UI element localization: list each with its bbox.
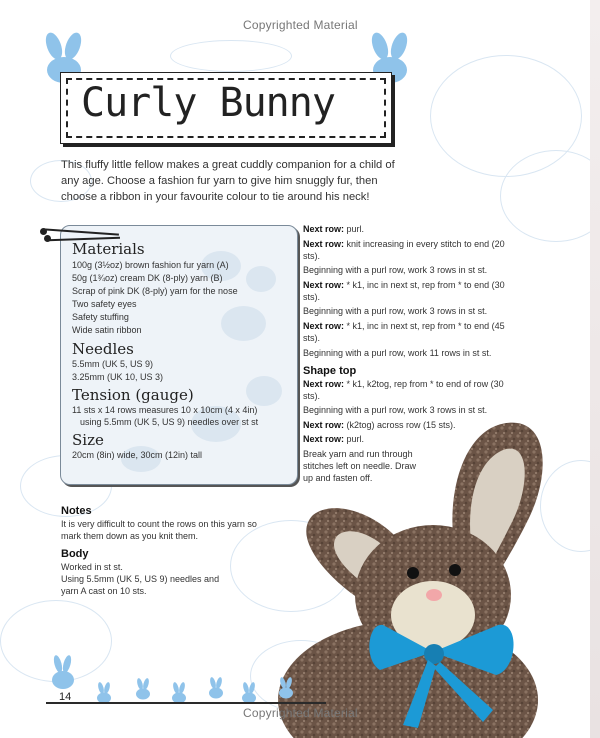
bunny-icon	[277, 677, 295, 699]
materials-item: Safety stuffing	[72, 312, 129, 322]
needle-knob-icon	[44, 235, 51, 242]
copyright-watermark-bottom: Copyrighted Material	[243, 706, 358, 720]
instruction-row: Beginning with a purl row, work 3 rows in st st.	[303, 306, 488, 317]
bunny-icon	[170, 682, 188, 704]
tension-heading: Tension (gauge)	[72, 386, 194, 404]
shape-top-heading: Shape top	[303, 364, 357, 377]
copyright-watermark-top: Copyrighted Material	[243, 18, 358, 32]
background-cloud	[170, 40, 292, 72]
instruction-row: Beginning with a purl row, work 3 rows in st st.	[303, 265, 488, 276]
knitted-bunny-photo	[268, 410, 583, 738]
instruction-row: Break yarn and run through stitches left on needle. Draw up and fasten off.	[303, 448, 417, 483]
instruction-row: Next row: purl.	[303, 224, 365, 234]
intro-paragraph: This fluffy little fellow makes a great cuddly companion for a child of any age. Choose a fashion fur yarn to give him snuggly fur, then choose a ribbon in your favourite colour to tie around his neck!	[61, 159, 395, 203]
tension-line: using 5.5mm (UK 5, US 9) needles over st st	[80, 417, 259, 427]
tension-line: 11 sts x 14 rows measures 10 x 10cm (4 x 4in)	[72, 405, 258, 415]
bunny-icon	[207, 677, 225, 699]
body-text: Using 5.5mm (UK 5, US 9) needles and yarn A cast on 10 sts.	[61, 574, 220, 596]
footer-rule	[46, 702, 326, 704]
needles-item: 3.25mm (UK 10, US 3)	[72, 372, 164, 382]
floral-pattern	[246, 266, 276, 292]
body-section	[61, 548, 231, 597]
needle-knob-icon	[40, 228, 47, 235]
needles-item: 5.5mm (UK 5, US 9)	[72, 359, 154, 369]
materials-item: 100g (3½oz) brown fashion fur yarn (A)	[72, 260, 229, 270]
bunny-icon	[240, 682, 258, 704]
notes-section	[61, 505, 276, 542]
page-number: 14	[59, 691, 72, 703]
materials-item: 50g (1¾oz) cream DK (8-ply) yarn (B)	[72, 273, 223, 283]
instruction-row: Next row: * k1, k2tog, rep from * to end of row (30 sts).	[303, 378, 504, 401]
notes-heading: Notes	[61, 505, 92, 517]
materials-item: Wide satin ribbon	[72, 325, 142, 335]
title-box	[60, 72, 392, 144]
materials-item: Scrap of pink DK (8-ply) yarn for the nose	[72, 286, 238, 296]
instruction-row: Beginning with a purl row, work 11 rows in st st.	[303, 347, 492, 358]
instruction-row: Beginning with a purl row, work 3 rows in st st.	[303, 405, 488, 416]
instruction-row: Next row: purl.	[303, 434, 365, 445]
materials-heading: Materials	[72, 240, 145, 258]
materials-item: Two safety eyes	[72, 299, 137, 309]
instruction-row: Next row: * k1, inc in next st, rep from * to end (30 sts).	[303, 279, 505, 302]
size-value: 20cm (8in) wide, 30cm (12in) tall	[72, 450, 203, 460]
bunny-icon	[50, 655, 76, 689]
floral-pattern	[221, 306, 266, 341]
body-heading: Body	[61, 548, 89, 560]
body-text: Worked in st st.	[61, 562, 123, 572]
page-edge	[590, 0, 600, 738]
floral-pattern	[246, 376, 282, 406]
size-heading: Size	[72, 431, 104, 449]
bunny-icon	[134, 678, 152, 700]
notes-text: It is very difficult to count the rows on this yarn so mark them down as you knit them.	[61, 519, 257, 541]
instruction-row: Next row: * k1, inc in next st, rep from * to end (45 sts).	[303, 320, 505, 343]
page-title: Curly Bunny	[81, 80, 335, 126]
bunny-icon	[95, 682, 113, 704]
needles-heading: Needles	[72, 340, 134, 358]
instruction-row: Next row: knit increasing in every stitch to end (20 sts).	[303, 238, 505, 261]
background-cloud	[500, 150, 600, 242]
instruction-row: Next row: (k2tog) across row (15 sts).	[303, 419, 456, 430]
